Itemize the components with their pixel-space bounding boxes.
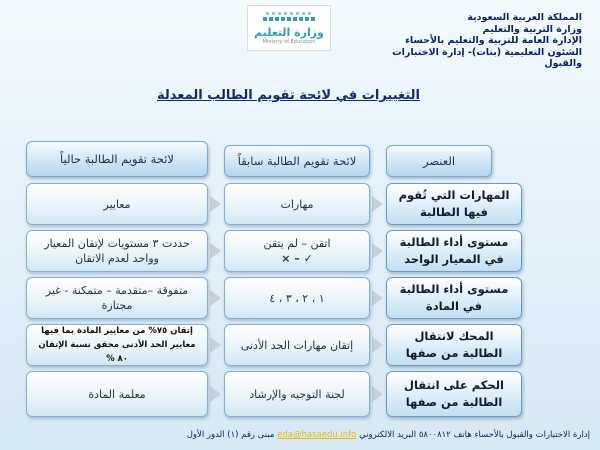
row-previous-performance-standard xyxy=(224,230,370,272)
row-current-performance-subject: متفوقة –متقدمة – متمكنة - غير مجتازة xyxy=(26,277,208,319)
row-current-promotion-criterion: إتقان ٧٥% من معايير المادة بما فيها معايير الحد الأدنى محقق نسبة الإتقان ٨٠ % xyxy=(26,324,208,366)
arrow-icon xyxy=(210,386,221,402)
header-line: وزارة التربية والتعليم xyxy=(482,23,582,35)
row-previous-promotion-criterion: إتقان مهارات الحد الأدنى xyxy=(224,324,370,366)
row-previous-performance-subject: ١ ، ٢ ، ٣ ، ٤ xyxy=(224,277,370,319)
ministry-logo xyxy=(247,5,331,51)
arrow-icon xyxy=(210,290,221,306)
footer-email-link[interactable]: eda@hasaedu.info xyxy=(277,430,357,440)
header-line: الإدارة العامة للتربية والتعليم بالأحساء xyxy=(405,35,582,46)
row-current-skills: معايير xyxy=(26,183,208,225)
logo-dots-icon xyxy=(262,11,316,23)
row-label-skills: المهارات التي تُقوم فيها الطالبة xyxy=(386,183,522,225)
header-previous: لائحة تقويم الطالبة سابقاً xyxy=(224,145,370,177)
footer-text-before: إدارة الاختبارات والقبول بالأحساء هاتف ٥٨٠٠٨١٢ البريد الالكتروني xyxy=(359,430,590,440)
arrow-icon xyxy=(372,337,383,353)
footer-contact xyxy=(0,430,590,440)
page-title: التغييرات في لائحة تقويم الطالب المعدلة xyxy=(157,88,420,103)
header-line: الشئون التعليمية (بنات)- إدارة الاختبارات xyxy=(392,46,582,58)
arrow-icon xyxy=(372,386,383,402)
header-element: العنصر xyxy=(386,145,492,177)
logo-arabic-name: وزارة التعليم xyxy=(254,26,324,39)
previous-marks: ✓ – × xyxy=(281,252,313,265)
arrow-icon xyxy=(372,290,383,306)
row-previous-promotion-decision: لجنة التوجيه والإرشاد xyxy=(224,371,370,417)
row-current-performance-standard: حددت ٣ مستويات لإتقان المعيار وواحد لعدم الاتقان xyxy=(26,230,208,272)
header-line: المملكة العربية السعودية xyxy=(467,12,582,23)
footer-text-after: مبنى رقم (١) الدور الأول xyxy=(186,430,275,440)
row-current-promotion-decision: معلمة المادة xyxy=(26,371,208,417)
arrow-icon xyxy=(210,243,221,259)
header-current: لائحة تقويم الطالبة حالياً xyxy=(26,141,208,177)
arrow-icon xyxy=(372,196,383,212)
row-label-performance-standard: مستوى أداء الطالبة في المعيار الواحد xyxy=(386,230,522,272)
arrow-icon xyxy=(210,337,221,353)
arrow-icon xyxy=(210,196,221,212)
row-label-promotion-decision: الحكم على انتقال الطالبة من صفها xyxy=(386,371,522,417)
row-label-performance-subject: مستوى أداء الطالبة في المادة xyxy=(386,277,522,319)
header-line: والقبول xyxy=(544,58,582,69)
ministry-header xyxy=(352,12,582,70)
logo-english-name: Ministry of Education xyxy=(262,39,316,45)
row-previous-skills: مهارات xyxy=(224,183,370,225)
previous-text: اتقن – لم يتقن xyxy=(263,237,331,250)
row-label-promotion-criterion: المحك لانتقال الطالبة من صفها xyxy=(386,324,522,366)
arrow-icon xyxy=(372,243,383,259)
